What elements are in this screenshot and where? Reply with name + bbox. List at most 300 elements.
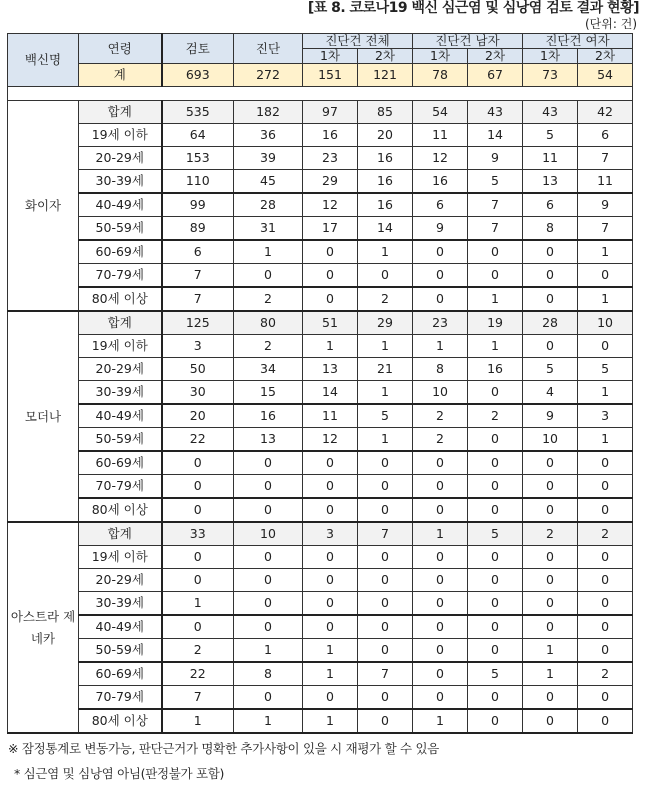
count-cell: 1 xyxy=(303,709,358,733)
age-group: 40-49세 xyxy=(79,615,162,639)
count-cell: 0 xyxy=(303,287,358,311)
table-row xyxy=(8,709,633,733)
count-cell: 9 xyxy=(578,193,633,217)
count-cell: 0 xyxy=(468,475,523,499)
table-row xyxy=(8,592,633,616)
table-row xyxy=(8,569,633,592)
count-cell: 535 xyxy=(162,101,234,124)
count-cell: 1 xyxy=(234,240,303,264)
myocarditis-table xyxy=(7,33,633,734)
count-cell: 0 xyxy=(468,639,523,663)
count-cell: 6 xyxy=(413,193,468,217)
count-cell: 0 xyxy=(578,639,633,663)
count-cell: 3 xyxy=(162,335,234,358)
count-cell: 0 xyxy=(523,240,578,264)
count-cell: 3 xyxy=(303,522,358,546)
count-cell: 0 xyxy=(413,240,468,264)
count-cell: 0 xyxy=(413,475,468,499)
count-cell: 80 xyxy=(234,311,303,335)
count-cell: 7 xyxy=(162,264,234,288)
count-cell: 1 xyxy=(523,639,578,663)
count-cell: 125 xyxy=(162,311,234,335)
count-cell: 1 xyxy=(468,287,523,311)
count-cell: 5 xyxy=(578,358,633,381)
count-cell: 30 xyxy=(162,381,234,405)
count-cell: 1 xyxy=(162,592,234,616)
count-cell: 15 xyxy=(234,381,303,405)
count-cell: 10 xyxy=(413,381,468,405)
count-cell: 0 xyxy=(413,615,468,639)
count-cell: 1 xyxy=(358,381,413,405)
count-cell: 16 xyxy=(413,170,468,194)
age-group: 60-69세 xyxy=(79,451,162,475)
count-cell: 6 xyxy=(523,193,578,217)
count-cell: 0 xyxy=(578,335,633,358)
count-cell: 1 xyxy=(578,381,633,405)
total-label: 계 xyxy=(79,64,162,87)
total-cell: 54 xyxy=(578,64,633,87)
header-dose2: 2차 xyxy=(358,49,413,64)
age-group: 20-29세 xyxy=(79,147,162,170)
header-dose1: 1차 xyxy=(303,49,358,64)
table-row xyxy=(8,498,633,522)
age-group: 60-69세 xyxy=(79,240,162,264)
count-cell: 0 xyxy=(578,709,633,733)
count-cell: 12 xyxy=(303,193,358,217)
count-cell: 0 xyxy=(303,615,358,639)
count-cell: 29 xyxy=(303,170,358,194)
count-cell: 43 xyxy=(468,101,523,124)
total-cell: 151 xyxy=(303,64,358,87)
count-cell: 1 xyxy=(468,335,523,358)
count-cell: 0 xyxy=(162,451,234,475)
table-row xyxy=(8,475,633,499)
count-cell: 0 xyxy=(468,381,523,405)
header-age: 연령 xyxy=(79,34,162,64)
count-cell: 0 xyxy=(358,709,413,733)
count-cell: 0 xyxy=(303,569,358,592)
table-row xyxy=(8,170,633,194)
count-cell: 182 xyxy=(234,101,303,124)
age-group: 80세 이상 xyxy=(79,709,162,733)
age-group: 50-59세 xyxy=(79,428,162,452)
count-cell: 0 xyxy=(413,546,468,569)
count-cell: 0 xyxy=(303,240,358,264)
count-cell: 7 xyxy=(578,217,633,241)
count-cell: 51 xyxy=(303,311,358,335)
footnote-asterisk: * 심근염 및 심낭염 아님(판정불가 포함) xyxy=(14,766,225,781)
age-group: 30-39세 xyxy=(79,381,162,405)
table-row xyxy=(8,428,633,452)
header-diag-total: 진단건 전체 xyxy=(303,34,413,49)
age-group: 70-79세 xyxy=(79,264,162,288)
age-group: 50-59세 xyxy=(79,217,162,241)
count-cell: 1 xyxy=(358,335,413,358)
count-cell: 7 xyxy=(358,522,413,546)
total-cell: 78 xyxy=(413,64,468,87)
count-cell: 0 xyxy=(523,686,578,710)
age-group: 19세 이하 xyxy=(79,335,162,358)
total-row xyxy=(8,64,633,87)
count-cell: 28 xyxy=(523,311,578,335)
age-group: 합계 xyxy=(79,522,162,546)
age-group: 20-29세 xyxy=(79,569,162,592)
count-cell: 4 xyxy=(523,381,578,405)
count-cell: 0 xyxy=(358,615,413,639)
count-cell: 16 xyxy=(468,358,523,381)
count-cell: 6 xyxy=(578,124,633,147)
count-cell: 0 xyxy=(523,287,578,311)
count-cell: 0 xyxy=(523,546,578,569)
age-group: 40-49세 xyxy=(79,404,162,428)
count-cell: 13 xyxy=(523,170,578,194)
count-cell: 21 xyxy=(358,358,413,381)
count-cell: 1 xyxy=(413,522,468,546)
count-cell: 3 xyxy=(578,404,633,428)
count-cell: 0 xyxy=(234,546,303,569)
count-cell: 0 xyxy=(523,475,578,499)
count-cell: 50 xyxy=(162,358,234,381)
count-cell: 0 xyxy=(578,451,633,475)
count-cell: 13 xyxy=(234,428,303,452)
count-cell: 16 xyxy=(234,404,303,428)
count-cell: 12 xyxy=(413,147,468,170)
total-cell: 121 xyxy=(358,64,413,87)
count-cell: 2 xyxy=(578,522,633,546)
count-cell: 0 xyxy=(303,475,358,499)
count-cell: 0 xyxy=(413,498,468,522)
count-cell: 36 xyxy=(234,124,303,147)
count-cell: 64 xyxy=(162,124,234,147)
count-cell: 0 xyxy=(468,686,523,710)
count-cell: 33 xyxy=(162,522,234,546)
count-cell: 0 xyxy=(303,592,358,616)
vaccine-name: 화이자 xyxy=(8,101,79,312)
count-cell: 0 xyxy=(578,546,633,569)
count-cell: 0 xyxy=(358,592,413,616)
vaccine-name: 아스트라 제네카 xyxy=(8,522,79,733)
header-dose2: 2차 xyxy=(578,49,633,64)
count-cell: 1 xyxy=(358,240,413,264)
age-group: 40-49세 xyxy=(79,193,162,217)
age-group: 80세 이상 xyxy=(79,287,162,311)
count-cell: 22 xyxy=(162,428,234,452)
count-cell: 22 xyxy=(162,662,234,686)
age-group: 합계 xyxy=(79,101,162,124)
count-cell: 2 xyxy=(468,404,523,428)
count-cell: 20 xyxy=(162,404,234,428)
count-cell: 0 xyxy=(162,475,234,499)
count-cell: 97 xyxy=(303,101,358,124)
count-cell: 1 xyxy=(162,709,234,733)
count-cell: 0 xyxy=(413,451,468,475)
count-cell: 34 xyxy=(234,358,303,381)
table-title: [표 8. 코로나19 백신 심근염 및 심낭염 검토 결과 현황] xyxy=(307,0,639,16)
count-cell: 2 xyxy=(413,404,468,428)
count-cell: 5 xyxy=(523,124,578,147)
count-cell: 54 xyxy=(413,101,468,124)
count-cell: 0 xyxy=(303,498,358,522)
count-cell: 0 xyxy=(162,546,234,569)
count-cell: 0 xyxy=(468,592,523,616)
table-row xyxy=(8,546,633,569)
count-cell: 1 xyxy=(303,662,358,686)
count-cell: 1 xyxy=(523,662,578,686)
table-row xyxy=(8,404,633,428)
age-group: 30-39세 xyxy=(79,170,162,194)
count-cell: 0 xyxy=(578,498,633,522)
count-cell: 0 xyxy=(234,451,303,475)
count-cell: 7 xyxy=(162,287,234,311)
table-row xyxy=(8,381,633,405)
count-cell: 0 xyxy=(234,475,303,499)
count-cell: 1 xyxy=(358,428,413,452)
table-row xyxy=(8,287,633,311)
unit-label: (단위: 건) xyxy=(585,17,637,31)
spacer-row xyxy=(8,87,633,101)
count-cell: 0 xyxy=(413,264,468,288)
count-cell: 0 xyxy=(303,546,358,569)
count-cell: 10 xyxy=(523,428,578,452)
count-cell: 0 xyxy=(162,615,234,639)
table-row xyxy=(8,240,633,264)
count-cell: 0 xyxy=(468,240,523,264)
total-cell: 73 xyxy=(523,64,578,87)
count-cell: 0 xyxy=(468,569,523,592)
age-group: 70-79세 xyxy=(79,686,162,710)
count-cell: 5 xyxy=(523,358,578,381)
count-cell: 110 xyxy=(162,170,234,194)
subtotal-row xyxy=(8,522,633,546)
count-cell: 5 xyxy=(468,170,523,194)
count-cell: 11 xyxy=(303,404,358,428)
count-cell: 0 xyxy=(523,592,578,616)
count-cell: 14 xyxy=(468,124,523,147)
vaccine-name: 모더나 xyxy=(8,311,79,522)
count-cell: 0 xyxy=(413,569,468,592)
count-cell: 8 xyxy=(523,217,578,241)
count-cell: 0 xyxy=(162,498,234,522)
count-cell: 13 xyxy=(303,358,358,381)
count-cell: 0 xyxy=(468,264,523,288)
age-group: 50-59세 xyxy=(79,639,162,663)
footnote-provisional: ※ 잠정통계로 변동가능, 판단근거가 명확한 추가사항이 있을 시 재평가 할 수 있음 xyxy=(8,741,440,756)
table-row xyxy=(8,335,633,358)
count-cell: 0 xyxy=(578,475,633,499)
count-cell: 10 xyxy=(234,522,303,546)
count-cell: 7 xyxy=(358,662,413,686)
count-cell: 0 xyxy=(234,569,303,592)
count-cell: 0 xyxy=(358,264,413,288)
count-cell: 10 xyxy=(578,311,633,335)
count-cell: 8 xyxy=(234,662,303,686)
count-cell: 0 xyxy=(358,546,413,569)
age-group: 80세 이상 xyxy=(79,498,162,522)
age-group: 30-39세 xyxy=(79,592,162,616)
table-row xyxy=(8,124,633,147)
count-cell: 5 xyxy=(468,522,523,546)
count-cell: 0 xyxy=(578,592,633,616)
count-cell: 2 xyxy=(413,428,468,452)
header-diag-female: 진단건 여자 xyxy=(523,34,633,49)
count-cell: 0 xyxy=(234,498,303,522)
count-cell: 0 xyxy=(234,686,303,710)
count-cell: 16 xyxy=(358,147,413,170)
total-cell: 693 xyxy=(162,64,234,87)
count-cell: 153 xyxy=(162,147,234,170)
subtotal-row xyxy=(8,311,633,335)
count-cell: 23 xyxy=(303,147,358,170)
count-cell: 1 xyxy=(303,639,358,663)
count-cell: 1 xyxy=(413,335,468,358)
table-row xyxy=(8,639,633,663)
age-group: 19세 이하 xyxy=(79,546,162,569)
count-cell: 45 xyxy=(234,170,303,194)
age-group: 20-29세 xyxy=(79,358,162,381)
count-cell: 0 xyxy=(303,264,358,288)
count-cell: 2 xyxy=(234,335,303,358)
table-row xyxy=(8,193,633,217)
count-cell: 0 xyxy=(523,335,578,358)
count-cell: 1 xyxy=(303,335,358,358)
count-cell: 19 xyxy=(468,311,523,335)
table-row xyxy=(8,147,633,170)
count-cell: 1 xyxy=(578,428,633,452)
count-cell: 0 xyxy=(578,264,633,288)
count-cell: 0 xyxy=(578,615,633,639)
count-cell: 16 xyxy=(303,124,358,147)
count-cell: 1 xyxy=(578,287,633,311)
count-cell: 9 xyxy=(468,147,523,170)
count-cell: 0 xyxy=(523,498,578,522)
count-cell: 5 xyxy=(468,662,523,686)
count-cell: 0 xyxy=(358,498,413,522)
count-cell: 31 xyxy=(234,217,303,241)
count-cell: 12 xyxy=(303,428,358,452)
count-cell: 0 xyxy=(523,569,578,592)
count-cell: 0 xyxy=(358,451,413,475)
header-dose1: 1차 xyxy=(523,49,578,64)
count-cell: 5 xyxy=(358,404,413,428)
count-cell: 16 xyxy=(358,193,413,217)
header-review: 검토 xyxy=(162,34,234,64)
count-cell: 17 xyxy=(303,217,358,241)
count-cell: 99 xyxy=(162,193,234,217)
count-cell: 0 xyxy=(303,451,358,475)
header-dose2: 2차 xyxy=(468,49,523,64)
count-cell: 0 xyxy=(468,498,523,522)
count-cell: 7 xyxy=(468,193,523,217)
total-cell: 272 xyxy=(234,64,303,87)
count-cell: 0 xyxy=(468,451,523,475)
count-cell: 0 xyxy=(234,264,303,288)
count-cell: 0 xyxy=(468,709,523,733)
age-group: 70-79세 xyxy=(79,475,162,499)
header-vaccine: 백신명 xyxy=(8,34,79,87)
count-cell: 11 xyxy=(413,124,468,147)
count-cell: 0 xyxy=(413,287,468,311)
table-row xyxy=(8,615,633,639)
count-cell: 2 xyxy=(162,639,234,663)
header-diagnosis: 진단 xyxy=(234,34,303,64)
count-cell: 1 xyxy=(578,240,633,264)
count-cell: 7 xyxy=(578,147,633,170)
count-cell: 39 xyxy=(234,147,303,170)
table-row xyxy=(8,451,633,475)
count-cell: 0 xyxy=(358,686,413,710)
count-cell: 0 xyxy=(523,264,578,288)
header-diag-male: 진단건 남자 xyxy=(413,34,523,49)
count-cell: 14 xyxy=(303,381,358,405)
count-cell: 0 xyxy=(358,569,413,592)
count-cell: 42 xyxy=(578,101,633,124)
count-cell: 2 xyxy=(578,662,633,686)
count-cell: 0 xyxy=(468,546,523,569)
count-cell: 28 xyxy=(234,193,303,217)
count-cell: 0 xyxy=(358,639,413,663)
count-cell: 16 xyxy=(358,170,413,194)
count-cell: 0 xyxy=(234,592,303,616)
count-cell: 23 xyxy=(413,311,468,335)
count-cell: 14 xyxy=(358,217,413,241)
count-cell: 89 xyxy=(162,217,234,241)
table-row xyxy=(8,662,633,686)
count-cell: 0 xyxy=(413,592,468,616)
age-group: 합계 xyxy=(79,311,162,335)
count-cell: 85 xyxy=(358,101,413,124)
count-cell: 11 xyxy=(578,170,633,194)
count-cell: 7 xyxy=(162,686,234,710)
table-row xyxy=(8,686,633,710)
count-cell: 8 xyxy=(413,358,468,381)
count-cell: 20 xyxy=(358,124,413,147)
count-cell: 1 xyxy=(413,709,468,733)
count-cell: 1 xyxy=(234,709,303,733)
age-group: 60-69세 xyxy=(79,662,162,686)
count-cell: 2 xyxy=(523,522,578,546)
count-cell: 0 xyxy=(413,686,468,710)
subtotal-row xyxy=(8,101,633,124)
count-cell: 6 xyxy=(162,240,234,264)
count-cell: 11 xyxy=(523,147,578,170)
count-cell: 0 xyxy=(523,615,578,639)
table-row xyxy=(8,264,633,288)
count-cell: 1 xyxy=(234,639,303,663)
count-cell: 0 xyxy=(413,639,468,663)
count-cell: 0 xyxy=(523,709,578,733)
count-cell: 0 xyxy=(578,686,633,710)
table-row xyxy=(8,217,633,241)
count-cell: 2 xyxy=(234,287,303,311)
count-cell: 0 xyxy=(358,475,413,499)
age-group: 19세 이하 xyxy=(79,124,162,147)
header-dose1: 1차 xyxy=(413,49,468,64)
count-cell: 0 xyxy=(523,451,578,475)
count-cell: 7 xyxy=(468,217,523,241)
count-cell: 0 xyxy=(468,428,523,452)
count-cell: 0 xyxy=(578,569,633,592)
count-cell: 43 xyxy=(523,101,578,124)
table-row xyxy=(8,358,633,381)
total-cell: 67 xyxy=(468,64,523,87)
count-cell: 0 xyxy=(303,686,358,710)
count-cell: 2 xyxy=(358,287,413,311)
count-cell: 0 xyxy=(162,569,234,592)
count-cell: 29 xyxy=(358,311,413,335)
count-cell: 0 xyxy=(413,662,468,686)
count-cell: 0 xyxy=(468,615,523,639)
count-cell: 9 xyxy=(413,217,468,241)
